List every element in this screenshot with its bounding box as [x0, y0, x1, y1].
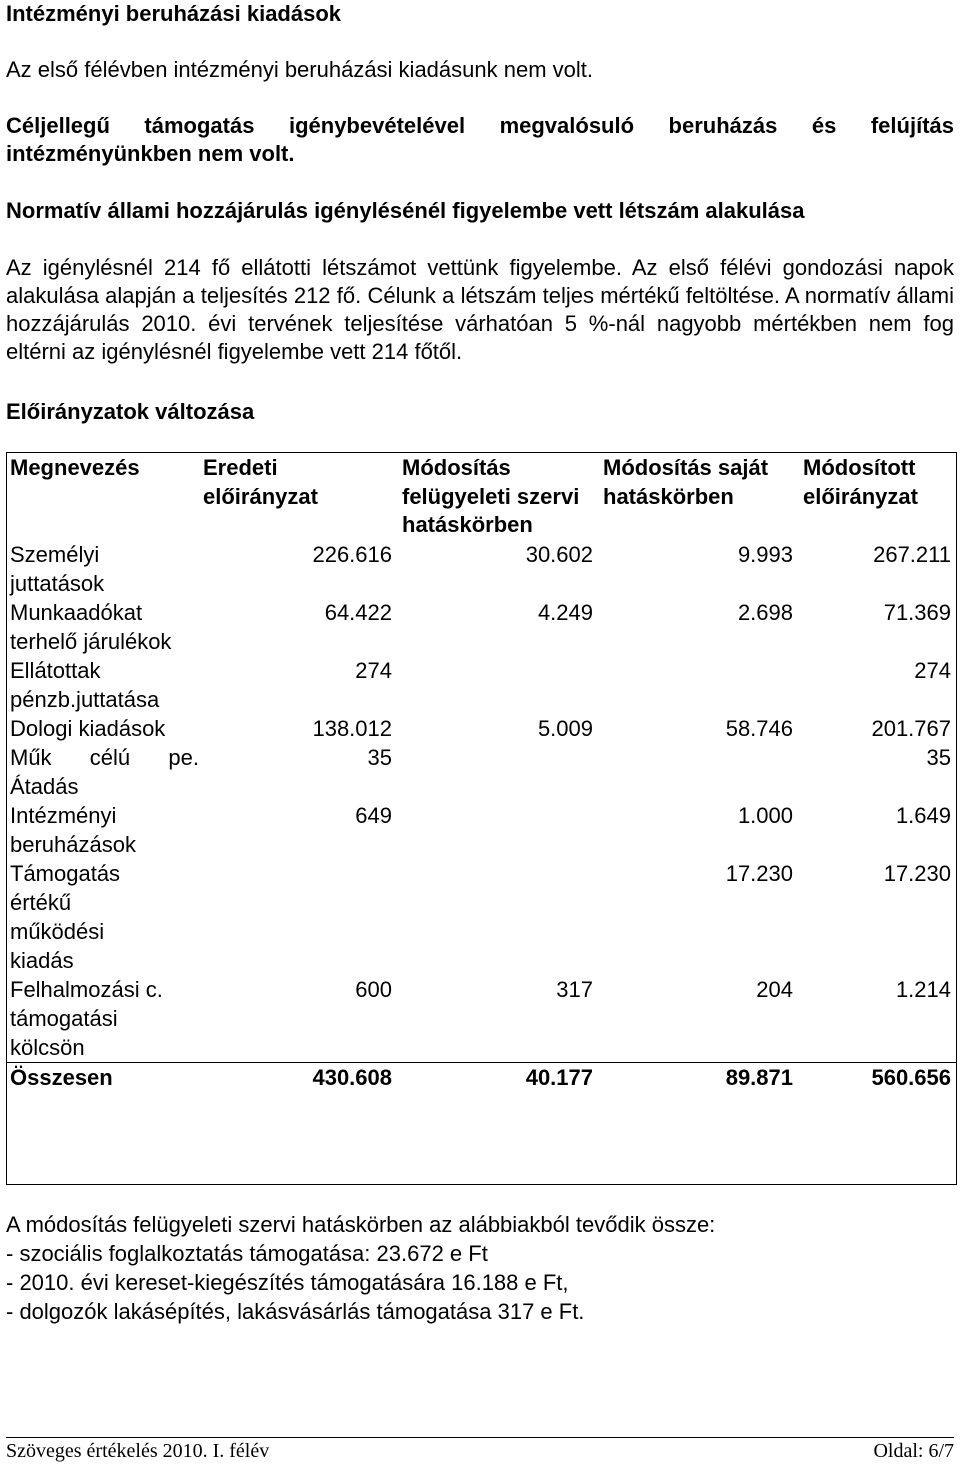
- cell-modositott: 35: [926, 744, 951, 770]
- cell-eredeti: 649: [355, 802, 392, 828]
- cell-eredeti: 600: [355, 976, 392, 1002]
- row-name: Ellátottak pénzb.juttatása: [10, 657, 160, 712]
- notes-item: - dolgozók lakásépítés, lakásvásárlás támogatása 317 e Ft.: [6, 1299, 585, 1324]
- cell-felugyeleti: 317: [556, 976, 593, 1002]
- cell-felugyeleti: [398, 743, 599, 801]
- cell-modositott: 274: [914, 657, 951, 683]
- cell-felugyeleti: 5.009: [537, 715, 593, 741]
- cell-eredeti: 64.422: [324, 599, 392, 625]
- notes-intro: A módosítás felügyeleti szervi hatáskörben az alábbiakból tevődik össze:: [6, 1212, 716, 1237]
- cell-modositott: 71.369: [883, 599, 951, 625]
- cell-sajat: 1.000: [737, 802, 793, 828]
- cell-eredeti: 35: [367, 744, 392, 770]
- cell-modositott: 1.649: [895, 802, 951, 828]
- cell-modositott: 1.214: [895, 976, 951, 1002]
- total-eredeti: 430.608: [199, 1062, 398, 1092]
- row-name: Felhalmozási c. támogatási kölcsön: [10, 976, 163, 1060]
- footer-page-number: Oldal: 6/7: [873, 1440, 954, 1462]
- table-row: [6, 540, 957, 598]
- cell-felugyeleti: 30.602: [525, 541, 593, 567]
- total-modositott: 560.656: [799, 1062, 957, 1092]
- table-row: [6, 656, 957, 714]
- table-row: [6, 714, 957, 743]
- table-total-row: [6, 1062, 957, 1092]
- heading-normativ: Normatív állami hozzájárulás igénylésénél figyelembe vett létszám alakulása: [6, 198, 805, 223]
- table-row: [6, 859, 957, 975]
- cell-sajat: 204: [756, 976, 793, 1002]
- cell-eredeti: 226.616: [312, 541, 392, 567]
- cell-sajat: 17.230: [725, 860, 793, 886]
- cell-felugyeleti: [398, 859, 599, 975]
- cell-modositott: 201.767: [871, 715, 951, 741]
- paragraph-celjellegu: Céljellegű támogatás igénybevételével megvalósuló beruházás és felújítás intézményünkben nem volt.: [6, 113, 954, 166]
- cell-modositott: 267.211: [873, 541, 951, 567]
- row-name: Műk célú pe. Átadás: [10, 744, 199, 799]
- table-header-row: [6, 452, 957, 540]
- total-sajat: 89.871: [599, 1062, 799, 1092]
- section-heading: Intézményi beruházási kiadások: [6, 1, 342, 26]
- total-felugyeleti: 40.177: [398, 1062, 599, 1092]
- header-felugyeleti: Módosítás felügyeleti szervi hatáskörben: [402, 455, 580, 537]
- row-name: Támogatás értékű működési kiadás: [10, 860, 121, 973]
- paragraph-first-half: Az első félévben intézményi beruházási kiadásunk nem volt.: [6, 57, 593, 82]
- cell-sajat: 58.746: [725, 715, 793, 741]
- eloiranyzat-table: [6, 452, 957, 1092]
- heading-eloiranyzat: Előirányzatok változása: [6, 399, 255, 424]
- cell-felugyeleti: [398, 801, 599, 859]
- total-label: Összesen: [6, 1062, 199, 1092]
- row-name: Intézményi beruházások: [10, 802, 136, 857]
- cell-felugyeleti: [398, 656, 599, 714]
- footer-divider: [6, 1437, 954, 1438]
- cell-sajat: 9.993: [737, 541, 793, 567]
- row-name: Munkaadókat terhelő járulékok: [10, 599, 172, 654]
- table-row: [6, 975, 957, 1063]
- header-megnevezes: Megnevezés: [10, 455, 140, 480]
- header-sajat: Módosítás saját hatáskörben: [603, 455, 769, 509]
- table-row: [6, 598, 957, 656]
- cell-eredeti: [199, 859, 398, 975]
- paragraph-igenyles: Az igénylésnél 214 fő ellátotti létszámot vettünk figyelembe. Az első félévi gondozási napok alakulása alapján a teljesítés 212 fő. Célunk a létszám teljes mértékű feltöltése. A normatív állami hozzájárulás 2010. évi tervének teljesítése várhatóan 5 %-nál nagyobb mértékben nem fog eltérni az igénylésnél figyelembe vett 214 főtől.: [6, 255, 954, 364]
- header-eredeti: Eredeti előirányzat: [203, 455, 318, 509]
- cell-modositott: 17.230: [883, 860, 951, 886]
- cell-sajat: 2.698: [737, 599, 793, 625]
- row-name: Személyi juttatások: [10, 541, 105, 596]
- cell-eredeti: 138.012: [312, 715, 392, 741]
- cell-eredeti: 274: [355, 657, 392, 683]
- notes-item: - szociális foglalkoztatás támogatása: 23.672 e Ft: [6, 1241, 488, 1266]
- row-name: Dologi kiadások: [10, 715, 166, 741]
- cell-sajat: [599, 743, 799, 801]
- header-modositott: Módosított előirányzat: [803, 455, 918, 509]
- footer-document-title: Szöveges értékelés 2010. I. félév: [6, 1440, 270, 1462]
- table-row: [6, 743, 957, 801]
- cell-sajat: [599, 656, 799, 714]
- notes-item: - 2010. évi kereset-kiegészítés támogatására 16.188 e Ft,: [6, 1270, 569, 1295]
- cell-felugyeleti: 4.249: [537, 599, 593, 625]
- table-row: [6, 801, 957, 859]
